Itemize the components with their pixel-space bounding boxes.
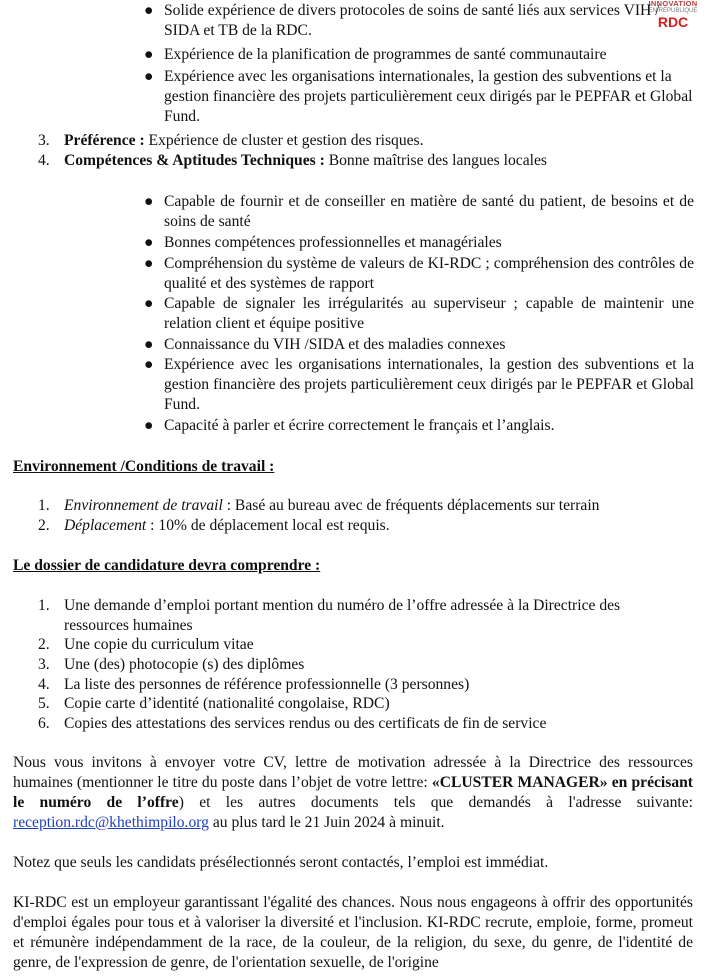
logo-line-1: INNOVATION (648, 0, 698, 8)
bullet-icon: ● (144, 46, 154, 63)
bullet-icon: ● (144, 336, 154, 353)
bullet-icon: ● (144, 295, 154, 312)
list-item: ● Compréhension du système de valeurs de KI-RDC ; compréhension des contrôles de qualité et des systèmes de rapport (144, 255, 694, 292)
bullet-icon: ● (144, 2, 154, 19)
list-item: ● Capable de fournir et de conseiller en matière de santé du patient, de besoins et de soins de santé (144, 193, 694, 230)
list-item: ● Solide expérience de divers protocoles de soins de santé liés aux services VIH / SIDA et TB de la RDC. (144, 2, 660, 39)
list-item: ● Capable de signaler les irrégularités au superviseur ; capable de maintenir une relation client et équipe positive (144, 295, 694, 332)
bullet-icon: ● (144, 234, 154, 251)
equal-opportunity-paragraph: KI-RDC est un employeur garantissant l'égalité des chances. Nous nous engageons à offrir des opportunités d'emploi égales pour tous et à valoriser la diversité et l'inclusion. KI-RDC recrute, emploie, forme, promeut et rémunère indépendamment de la race, de la couleur, de la religion, du sexe, du genre, de l'identité de genre, de l'expression de genre, de l'orientation sexuelle, de l'origine (13, 894, 693, 971)
notice-paragraph: Notez que seuls les candidats présélectionnés seront contactés, l’emploi est immédiat. (13, 854, 549, 871)
logo-line-3: RDC (657, 14, 689, 30)
bullet-icon: ● (144, 193, 154, 210)
bullet-icon: ● (144, 356, 154, 373)
item-label: Préférence : (64, 132, 145, 149)
bullet-icon: ● (144, 417, 154, 434)
item-label: Compétences & Aptitudes Techniques : (64, 152, 325, 169)
list-item: ● Capacité à parler et écrire correctement le français et l’anglais. (144, 417, 555, 434)
list-item: ● Expérience de la planification de programmes de santé communautaire (144, 46, 607, 63)
list-item: ● Bonnes compétences professionnelles et managériales (144, 234, 502, 251)
list-item: ● Expérience avec les organisations internationales, la gestion des subventions et la gestion financière des projets particulièrement ceux dirigés par le PEPFAR et Global Fund. (144, 68, 693, 125)
list-item: ● Expérience avec les organisations internationales, la gestion des subventions et la gestion financière des projets particulièrement ceux dirigés par le PEPFAR et Global Fund. (144, 356, 694, 413)
section-heading-environment: Environnement /Conditions de travail : (13, 458, 275, 475)
application-paragraph: Nous vous invitons à envoyer votre CV, lettre de motivation adressée à la Directrice des ressources humaines (mentionner le titre du poste dans l’objet de votre lettre: «CLUSTER MANAGER» en précisant le numéro de l’offre) et les autres documents tels que demandés à l'adresse suivante: reception.rdc@khethimpilo.org au plus tard le 21 Juin 2024 à minuit. (13, 754, 693, 831)
section-heading-dossier: Le dossier de candidature devra comprendre : (13, 557, 321, 574)
email-link[interactable]: reception.rdc@khethimpilo.org (13, 814, 209, 831)
logo-line-2: EN RÉPUBLIQUE (648, 8, 698, 14)
bullet-icon: ● (144, 255, 154, 272)
document-page: INNOVATION EN RÉPUBLIQUE RDC ● Solide expérience de divers protocoles de soins de santé liés aux services VIH / SIDA et TB de la RDC. ● Expérience de la planification de programmes de santé communautaire ● Expérience avec les organisations internationales, la gestion des subventions et la gestion financière des projets particulièrement ceux dirigés par le PEPFAR et Global Fund. 3. Préférence : Expérience de cluster et gestion des risques. 4. Compétences & Aptitudes Techniques : Bonne maîtrise des langues locales ● Capable de fournir et de conseiller en matière de santé du patient, de besoins et de soins de santé ● Bonnes compétences professionnelles et managériales ● Compréhension du système de valeurs de KI-RDC ; compréhension des contrôles de qualité et des systèmes de rapport ● Capable de signaler les irrégularités au superviseur ; capable de maintenir une relation client et équipe positive ● Connaissance du VIH /SIDA et des maladies connexes ● Expérience avec les organisations internationales, la gestion des subventions et la gestion financière des projets particulièrement ceux dirigés par le PEPFAR et Global Fund. ● Capacité à parler et écrire correctement le français et l’anglais. Environnement /Conditions de travail : 1. Environnement de travail : Basé au bureau avec de fréquents déplacements sur terrain 2. Déplacement : 10% de déplacement local est requis. Le dossier de candidature devra comprendre : 1. Une demande d’emploi portant mention du numéro de l’offre adressée à la Directrice des ressources humaines 2. Une copie du curriculum vitae 3. Une (des) photocopie (s) des diplômes 4. La liste des personnes de référence professionnelle (3 personnes) 5. Copie carte d’identité (nationalité congolaise, RDC) 6. Copies des attestations des services rendus ou des certificats de fin de service Nous vous invitons à envoyer votre CV, lettre de motivation adressée à la Directrice des ressources humaines (mentionner le titre du poste dans l’objet de votre lettre: «CLUSTER MANAGER» en précisant le numéro de l’offre) et les autres documents tels que demandés à l'adresse suivante: reception.rdc@khethimpilo.org au plus tard le 21 Juin 2024 à minuit. Notez que seuls les candidats présélectionnés seront contactés, l’emploi est immédiat. KI-RDC est un employeur garantissant l'égalité des chances. Nous nous engageons à offrir des opportunités d'emploi égales pour tous et à valoriser la diversité et l'inclusion. KI-RDC recrute, emploie, forme, promeut et rémunère indépendamment de la race, de la couleur, de la religion, du sexe, du genre, de l'identité de genre, de l'expression de genre, de l'orientation sexuelle, de l'origine (0, 0, 711, 977)
bullet-icon: ● (144, 68, 154, 85)
list-item: ● Connaissance du VIH /SIDA et des maladies connexes (144, 336, 506, 353)
